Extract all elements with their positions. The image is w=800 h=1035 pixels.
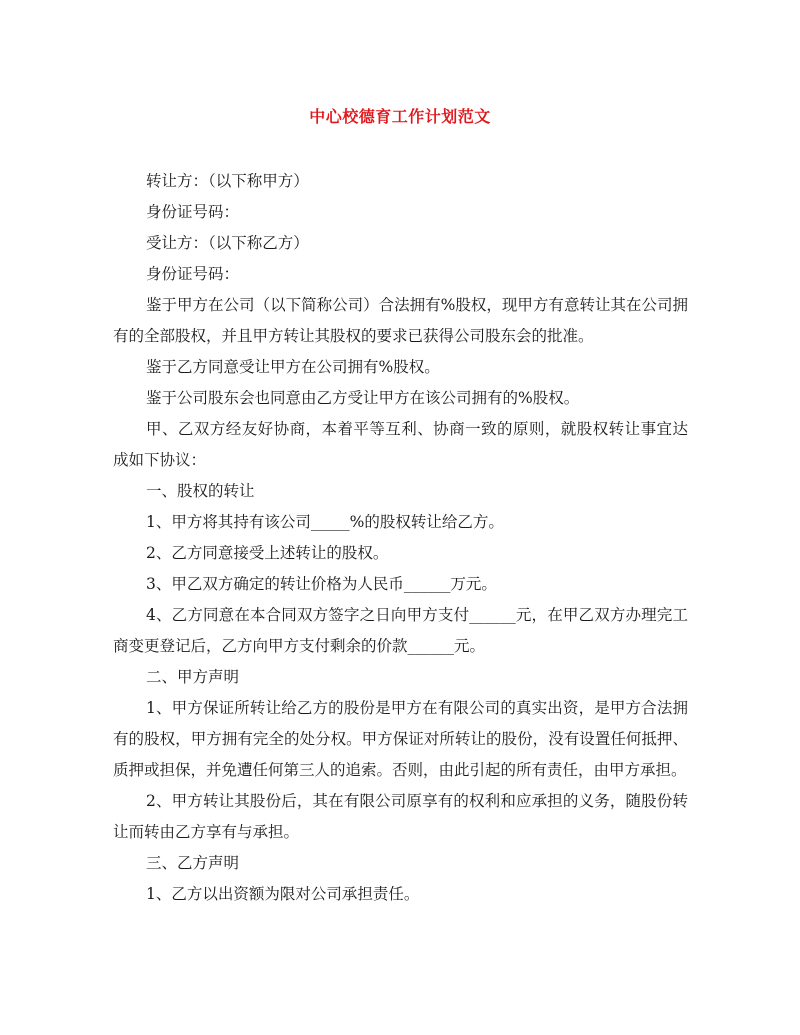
paragraph-agreement-intro: 甲、乙双方经友好协商，本着平等互利、协商一致的原则，就股权转让事宜达成如下协议： [113, 420, 688, 469]
clause-1-2: 2、乙方同意接受上述转让的股权。 [146, 544, 389, 562]
document-body [113, 166, 688, 910]
paragraph-transferee: 受让方：（以下称乙方） [146, 234, 309, 252]
paragraph-recital-3: 鉴于公司股东会也同意由乙方受让甲方在该公司拥有的%股权。 [146, 389, 580, 407]
paragraph-transferor-id: 身份证号码： [146, 203, 240, 221]
paragraph-recital-1: 鉴于甲方在公司（以下简称公司）合法拥有%股权，现甲方有意转让其在公司拥有的全部股权，并且甲方转让其股权的要求已获得公司股东会的批准。 [113, 296, 688, 345]
paragraph-transferor: 转让方：（以下称甲方） [146, 172, 309, 190]
section-heading-3: 三、乙方声明 [146, 854, 240, 872]
paragraph-recital-2: 鉴于乙方同意受让甲方在公司拥有%股权。 [146, 358, 440, 376]
clause-3-1: 1、乙方以出资额为限对公司承担责任。 [146, 885, 420, 903]
section-heading-2: 二、甲方声明 [146, 668, 240, 686]
clause-1-3: 3、甲乙双方确定的转让价格为人民币______万元。 [146, 575, 497, 593]
clause-1-4: 4、乙方同意在本合同双方签字之日向甲方支付______元，在甲乙双方办理完工商变更登记后，乙方向甲方支付剩余的价款______元。 [113, 606, 688, 655]
section-heading-1: 一、股权的转让 [146, 482, 255, 500]
clause-2-2: 2、甲方转让其股份后，其在有限公司原享有的权利和应承担的义务，随股份转让而转由乙方享有与承担。 [113, 792, 688, 841]
document-title: 中心校德育工作计划范文 [309, 107, 491, 126]
clause-1-1: 1、甲方将其持有该公司_____%的股权转让给乙方。 [146, 513, 504, 531]
paragraph-transferee-id: 身份证号码： [146, 265, 240, 283]
clause-2-1: 1、甲方保证所转让给乙方的股份是甲方在有限公司的真实出资，是甲方合法拥有的股权，甲方拥有完全的处分权。甲方保证对所转让的股份，没有设置任何抵押、质押或担保，并免遭任何第三人的追索。否则，由此引起的所有责任，由甲方承担。 [113, 699, 688, 779]
